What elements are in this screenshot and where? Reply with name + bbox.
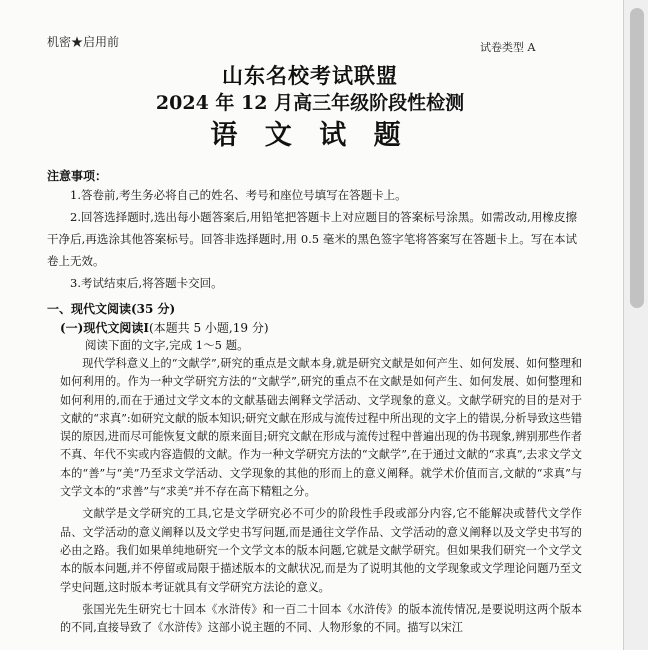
subject-title: 语 文 试 题 [210, 120, 410, 151]
subsection-title [60, 319, 269, 336]
scrollbar-thumb[interactable] [630, 8, 644, 308]
paper-type-label: 试卷类型 A [480, 41, 536, 54]
reading-passage [60, 355, 582, 641]
exam-title: 2024 年 12 月高三年级阶段性检测 [155, 92, 465, 114]
vertical-scrollbar[interactable] [623, 0, 648, 650]
notice-item: 2.回答选择题时,选出每小题答案后,用铅笔把答题卡上对应题目的答案标号涂黑。如需改动,用橡皮擦干净后,再选涂其他答案标号。回答非选择题时,用 0.5 毫米的黑色签字笔将答案写在答题卡上。写在本试卷上无效。 [47, 210, 577, 268]
section-title: 一、现代文阅读(35 分) [47, 302, 176, 316]
passage-paragraph: 张国光先生研究七十回本《水浒传》和一百二十回本《水浒传》的版本流传情况,是要说明这两个版本的不同,直接导致了《水浒传》这部小说主题的不同、人物形象的不同。描写以宋江 [60, 602, 582, 635]
subsection-note: (本题共 5 小题,19 分) [148, 321, 269, 335]
notice-heading: 注意事项： [47, 169, 108, 183]
notice-item: 3.考试结束后,将答题卡交回。 [70, 276, 223, 290]
passage-paragraph: 现代学科意义上的“文献学”,研究的重点是文献本身,就是研究文献是如何产生、如何发展、如何整理和如何利用的。作为一种文学研究方法的“文献学”,研究的重点不在文献是如何产生、如何发展、如何整理和如何利用的,而在于通过文学文本的文献基础去阐释文学活动、文学现象的意义。文献学研究的目的是对于文献的“求真”:如研究文献的版本知识;研究文献在形成与流传过程中所出现的文字上的错误,分析导致这些错误的原因,进而尽可能恢复文献的原来面目;研究文献在形成与流传过程中普遍出现的伪书现象,辨别那些作者不真、年代不实或内容造假的文献。作为一种文学研究方法的“文献学”,在于通过文献的“求真”,去求文学文本的“善”与“美”乃至求文学活动、文学现象的其他的形而上的意义阐释。就学术价值而言,文献的“求真”与文学文本的“求善”与“求美”并不存在高下精粗之分。 [60, 357, 582, 499]
reading-instruction: 阅读下面的文字,完成 1～5 题。 [85, 338, 249, 352]
org-title: 山东名校考试联盟 [222, 63, 398, 88]
confidential-label: 机密★启用前 [47, 35, 120, 49]
subsection-name: (一)现代文阅读Ⅰ [60, 321, 149, 335]
notice-list [47, 184, 577, 294]
notice-item: 1.答卷前,考生务必将自己的姓名、考号和座位号填写在答题卡上。 [70, 188, 407, 202]
passage-paragraph: 文献学是文学研究的工具,它是文学研究必不可少的阶段性手段或部分内容,它不能解决或替代文学作品、文学活动的意义阐释以及文学史书写问题,而是通往文学作品、文学活动的意义阐释以及文学史书写的必由之路。我们如果单纯地研究一个文学文本的版本问题,它就是文献学研究。但如果我们研究一个文学文本的版本问题,并不停留或局限于描述版本的文献状况,而是为了说明其他的文学现象或文学理论问题乃至文学史问题,这时版本考证就具有文学研究方法论的意义。 [60, 507, 582, 594]
